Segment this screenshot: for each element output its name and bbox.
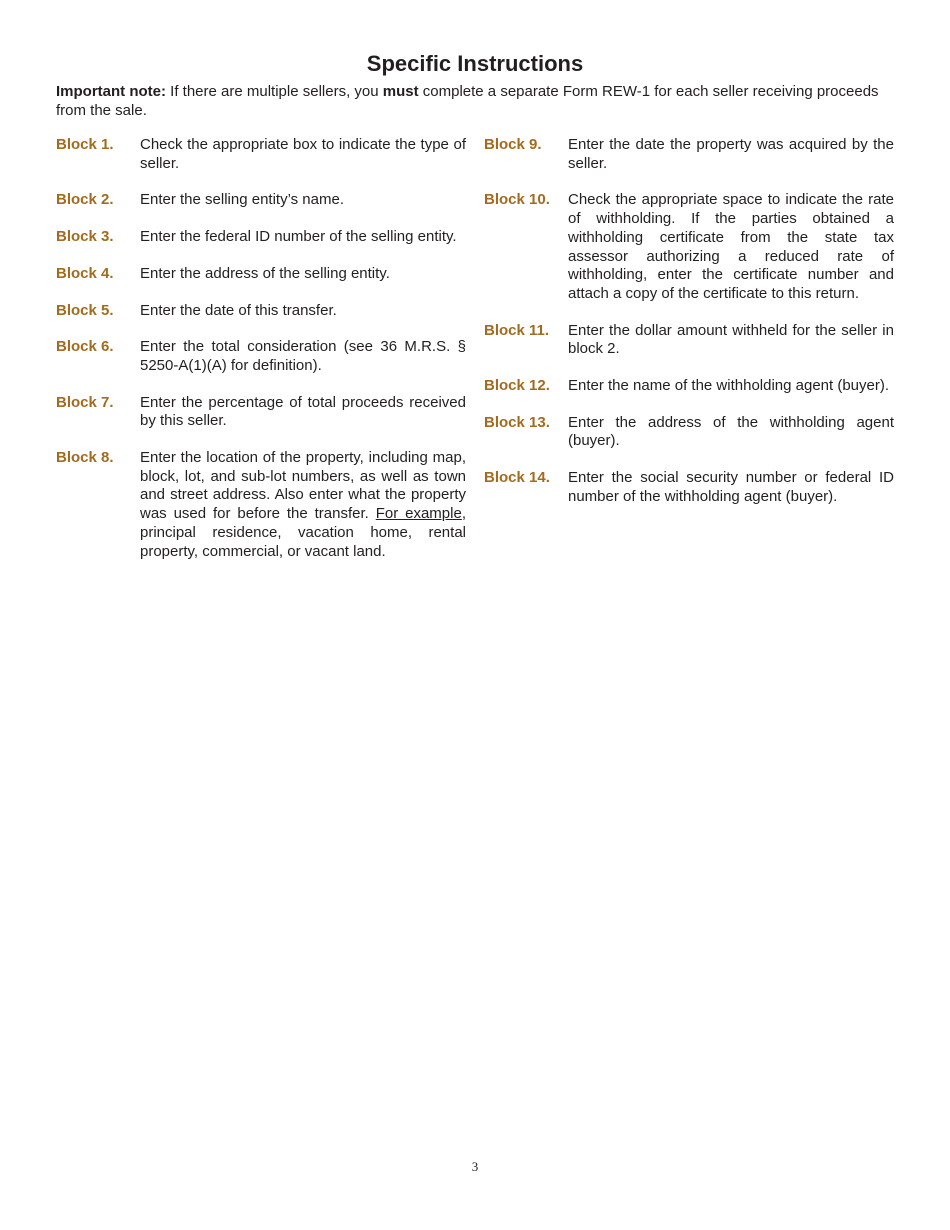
- block-text: Enter the percentage of total proceeds received by this seller.: [140, 393, 466, 430]
- important-note-text-after: complete a separate Form REW-1 for each seller receiving proceeds from the sale.: [56, 83, 879, 119]
- block-label: Block 6.: [56, 338, 114, 356]
- important-note-label: Important note:: [56, 83, 166, 100]
- block-label: Block 14.: [484, 469, 550, 487]
- block-label: Block 9.: [484, 136, 542, 153]
- instruction-block-1: [56, 136, 466, 173]
- block-text: Check the appropriate box to indicate the type of seller.: [140, 136, 466, 172]
- block-label: Block 3.: [56, 228, 114, 246]
- block-text: Enter the dollar amount withheld for the seller in block 2.: [568, 321, 894, 358]
- page-title: Specific Instructions: [366, 51, 584, 76]
- block-text: Enter the total consideration (see 36 M.R.S. § 5250-A(1)(A) for definition).: [140, 338, 466, 374]
- block-text: Enter the address of the withholding agent (buyer).: [568, 413, 894, 450]
- important-note-text-before: If there are multiple sellers, you: [166, 83, 383, 100]
- block-text: Enter the date the property was acquired by the seller.: [568, 136, 894, 172]
- instruction-block-6: [56, 338, 466, 375]
- instructions-right-column: [484, 136, 894, 525]
- instruction-block-13: [484, 414, 894, 451]
- block-text: Enter the date of this transfer.: [140, 301, 337, 319]
- block-label: Block 12.: [484, 377, 550, 395]
- block-label: Block 1.: [56, 136, 114, 153]
- important-note-emphasis: must: [382, 83, 419, 100]
- instruction-block-3: [56, 228, 466, 247]
- block-text: Check the appropriate space to indicate the rate of withholding. If the parties obtained a withholding certificate from the state tax assessor authorizing a reduced rate of withholding, enter the certificate number and attach a copy of the certificate to this return.: [568, 191, 894, 302]
- block-label: Block 7.: [56, 393, 114, 411]
- block-text: Enter the federal ID number of the selling entity.: [140, 228, 457, 246]
- instruction-block-8: [56, 449, 466, 561]
- block-text: [140, 449, 466, 561]
- instruction-block-9: [484, 136, 894, 173]
- block-text: Enter the address of the selling entity.: [140, 264, 390, 282]
- page-number: 3: [471, 1159, 479, 1174]
- instruction-block-7: [56, 394, 466, 431]
- block-label: Block 4.: [56, 264, 114, 282]
- block-text: Enter the social security number or federal ID number of the withholding agent (buyer).: [568, 469, 894, 505]
- block-label: Block 2.: [56, 191, 114, 209]
- block-text: Enter the selling entity’s name.: [140, 191, 345, 209]
- block-text-after: , principal residence, vacation home, rental property, commercial, or vacant land.: [140, 505, 466, 560]
- block-text-before: Enter the location of the property, including map, block, lot, and sub-lot numbers, as well as town and street address. Also enter what the property was used for before the transfer.: [140, 449, 466, 523]
- instruction-block-2: [56, 191, 466, 210]
- block-text: Enter the name of the withholding agent (buyer).: [568, 377, 890, 395]
- instruction-block-10: [484, 191, 894, 303]
- instruction-block-14: [484, 469, 894, 506]
- block-label: Block 8.: [56, 449, 114, 467]
- block-text-underlined: For example: [375, 505, 462, 523]
- instruction-block-11: [484, 322, 894, 359]
- instruction-block-12: [484, 377, 894, 396]
- instruction-block-4: [56, 265, 466, 284]
- instructions-left-column: [56, 136, 466, 579]
- instruction-block-5: [56, 302, 466, 321]
- block-label: Block 10.: [484, 191, 550, 209]
- important-note: [56, 82, 896, 120]
- block-label: Block 13.: [484, 413, 550, 431]
- block-label: Block 5.: [56, 301, 114, 319]
- block-label: Block 11.: [484, 321, 550, 339]
